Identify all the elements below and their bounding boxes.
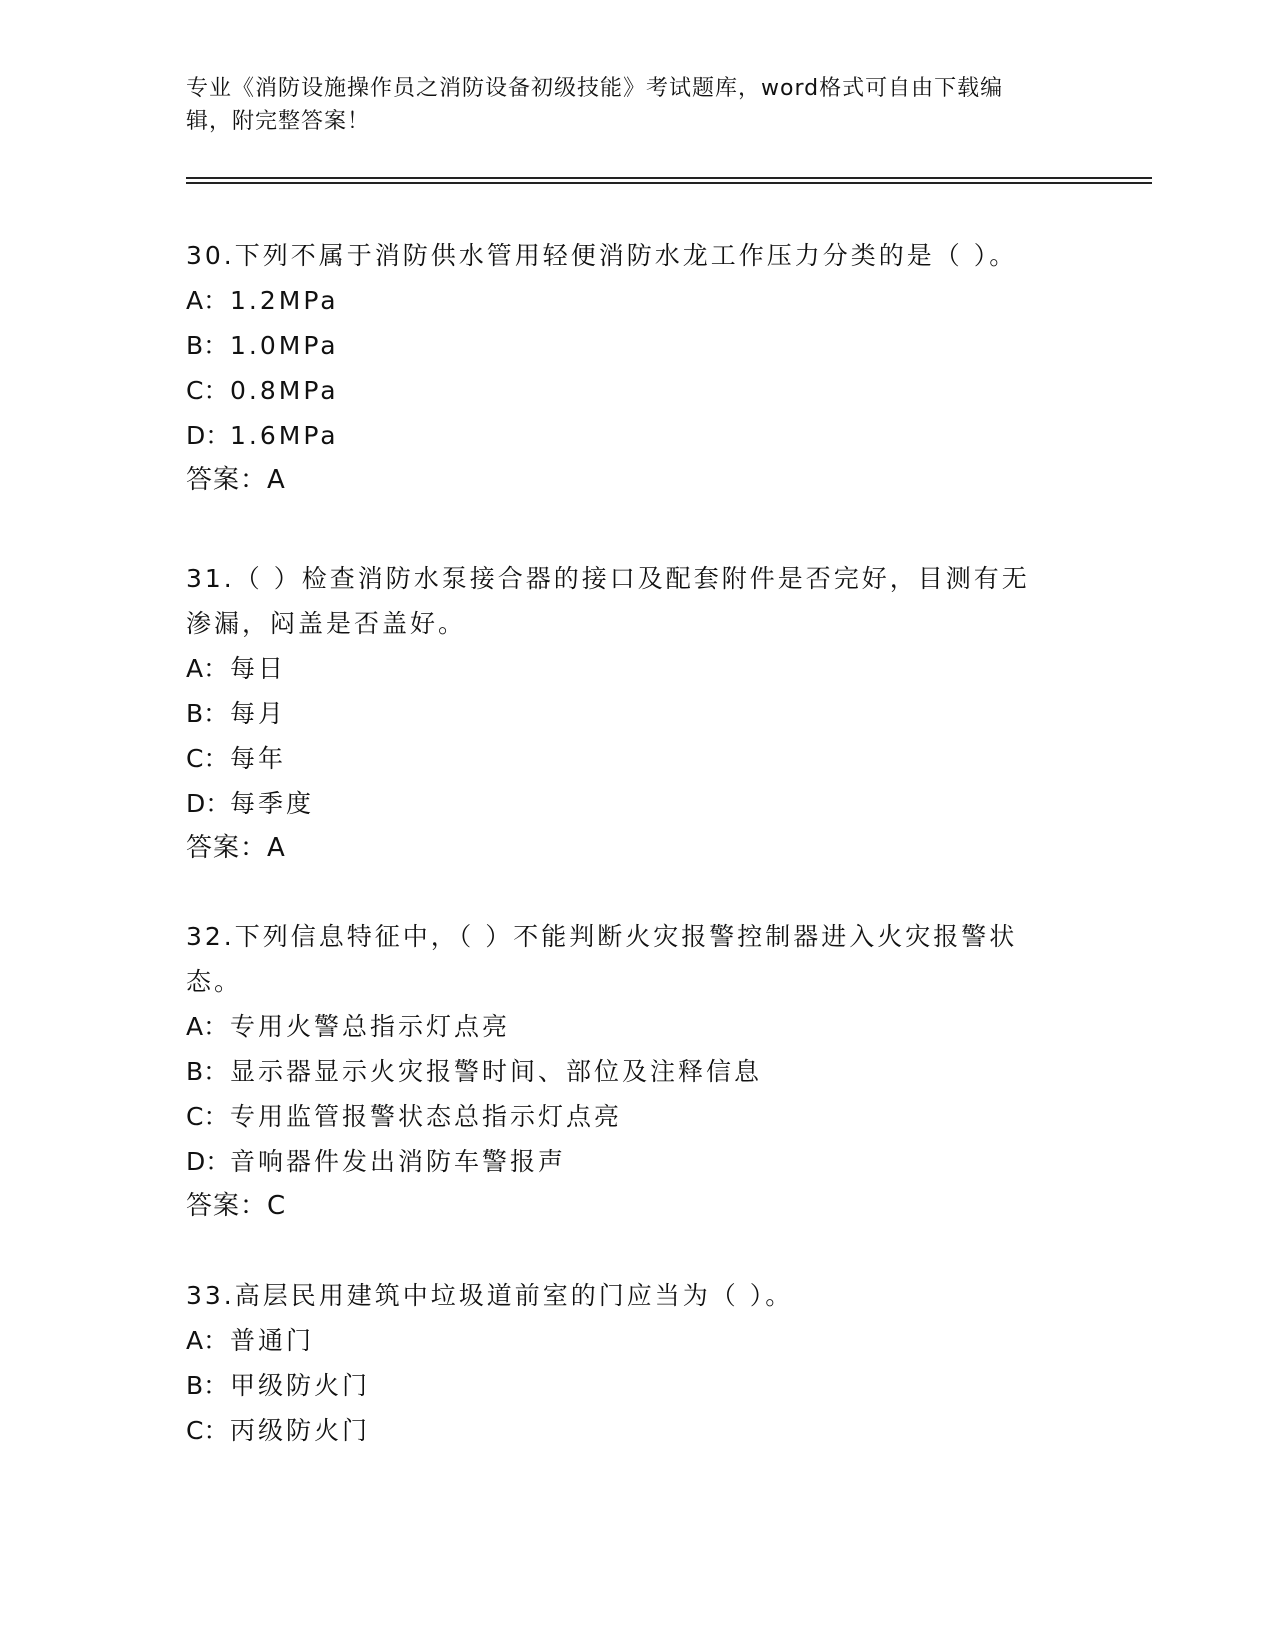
document-header (186, 72, 1066, 138)
option-key: A： (186, 1326, 229, 1355)
option-key: B： (186, 1057, 229, 1086)
question-stem: 30.下列不属于消防供水管用轻便消防水龙工作压力分类的是（ ）。 (186, 241, 1018, 270)
option-key: A： (186, 286, 229, 315)
option-key: B： (186, 699, 229, 728)
option-key: B： (186, 331, 229, 360)
option-text: 丙级防火门 (230, 1416, 371, 1445)
header-divider-bottom (186, 182, 1152, 184)
option-text: 专用火警总指示灯点亮 (230, 1012, 511, 1041)
option-key: D： (186, 1147, 231, 1176)
question-31 (186, 556, 1086, 871)
header-line-2: 辑，附完整答案！ (186, 109, 371, 134)
option-key: C： (186, 744, 229, 773)
question-30 (186, 233, 1086, 503)
option-key: D： (186, 421, 231, 450)
option-text: 显示器显示火灾报警时间、部位及注释信息 (230, 1057, 763, 1086)
option-text: 1.6MPa (230, 421, 339, 450)
option-text: 1.0MPa (230, 331, 339, 360)
option-text: 甲级防火门 (230, 1371, 371, 1400)
option-key: A： (186, 654, 229, 683)
question-stem: 31.（ ）检查消防水泵接合器的接口及配套附件是否完好，目测有无 (186, 564, 1030, 593)
option-text: 1.2MPa (230, 286, 339, 315)
option-key: C： (186, 1102, 229, 1131)
option-key: A： (186, 1012, 229, 1041)
answer-label: 答案：A (186, 465, 286, 495)
option-b (186, 1049, 1086, 1094)
header-divider-top (186, 177, 1152, 179)
option-d (186, 1139, 1086, 1184)
answer-label: 答案：A (186, 833, 286, 863)
option-c (186, 1408, 1086, 1453)
option-text: 0.8MPa (230, 376, 339, 405)
question-32 (186, 914, 1086, 1229)
option-b (186, 1363, 1086, 1408)
option-a (186, 278, 1086, 323)
option-text: 普通门 (230, 1326, 315, 1355)
option-d (186, 781, 1086, 826)
question-stem-continued: 渗漏，闷盖是否盖好。 (186, 609, 467, 638)
option-a (186, 1004, 1086, 1049)
option-c (186, 1094, 1086, 1139)
option-key: C： (186, 376, 229, 405)
option-text: 每年 (230, 744, 287, 773)
option-a (186, 1318, 1086, 1363)
option-text: 专用监管报警状态总指示灯点亮 (230, 1102, 623, 1131)
question-33 (186, 1273, 1086, 1453)
question-stem-continued: 态。 (186, 967, 243, 996)
option-text: 每月 (230, 699, 287, 728)
option-key: B： (186, 1371, 229, 1400)
option-key: C： (186, 1416, 229, 1445)
option-d (186, 413, 1086, 458)
header-line-1: 专业《消防设施操作员之消防设备初级技能》考试题库，word格式可自由下载编 (186, 76, 1004, 101)
option-c (186, 368, 1086, 413)
option-b (186, 691, 1086, 736)
option-b (186, 323, 1086, 368)
option-a (186, 646, 1086, 691)
option-text: 音响器件发出消防车警报声 (230, 1147, 567, 1176)
question-stem: 33.高层民用建筑中垃圾道前室的门应当为（ ）。 (186, 1281, 794, 1310)
option-text: 每季度 (230, 789, 315, 818)
option-c (186, 736, 1086, 781)
option-text: 每日 (230, 654, 287, 683)
question-stem: 32.下列信息特征中，（ ）不能判断火灾报警控制器进入火灾报警状 (186, 922, 1018, 951)
option-key: D： (186, 789, 231, 818)
answer-label: 答案：C (186, 1191, 287, 1221)
